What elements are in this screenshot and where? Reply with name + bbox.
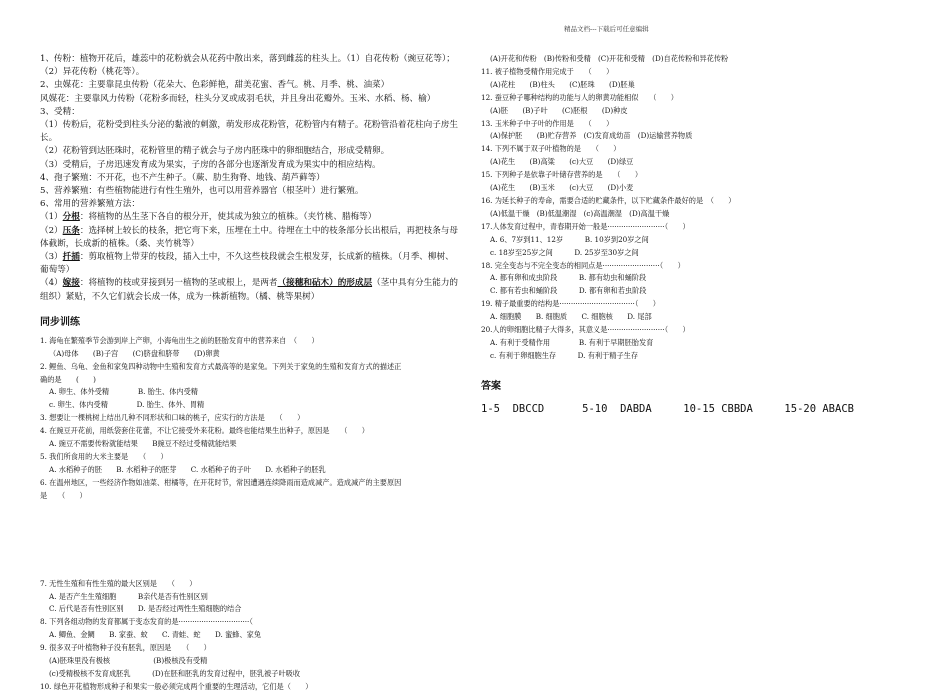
answer-options: A. 水稻种子的胚 B. 水稻种子的胚芽 C. 水稻种子的子叶 D. 水稻种子的胚乳 — [49, 464, 326, 474]
question-line: 9. 很多双子叶植物种子没有胚乳，原因是 （ ） — [40, 643, 211, 653]
question-line: 确的是 ( ) — [40, 374, 96, 384]
intro-paragraph — [40, 79, 460, 92]
answer-options: A. 鲫鱼、金鲷 B. 家蚕、蚊 C. 青蛙、蛇 D. 蜜蜂、家兔 — [49, 630, 262, 640]
intro-text: ：选择树上较长的枝条，把它弯下来，压埋在土中。待埋在土中的枝条部分长出根后，再把枝条与母体截断，长成新的植株。（桑、夹竹桃等） — [40, 225, 458, 249]
answer-key: 1-5 DBCCD 5-10 DABDA 10-15 CBBDA 15-20 ABACB — [481, 402, 854, 415]
answer-options: (A)胚珠里没有极核 (B)极核没有受精 — [49, 656, 208, 666]
page-header: 精品文档---下载后可任意编辑 — [564, 25, 649, 33]
answer-options: (A)花柱 (B)柱头 (C)胚珠 (D)胚巢 — [490, 79, 635, 89]
emphasis-text: （接穗和砧木）的形成层 — [277, 278, 373, 289]
right-column — [481, 53, 921, 415]
answer-options: A. 都有卵和成虫阶段 B. 都有幼虫和蛹阶段 — [490, 273, 647, 283]
emphasis-text: 嫁接 — [62, 278, 80, 289]
question-line: 20.人的卵细胞比精子大得多，其意义是·························（ ） — [481, 325, 690, 335]
answer-options: （A)母体 (B)子宫 (C)脐盘和脐带 (D)卵黄 — [49, 348, 220, 358]
intro-text: ：剪取植物上带芽的枝段，插入土中，不久这些枝段就会生根发芽，长成新的植株。（月季、柳树、葡萄等） — [40, 252, 454, 276]
intro-text: （2）花粉管到达胚珠时，花粉管里的精子就会与子房内胚珠中的卵细胞结合，形成受精卵。 — [40, 146, 390, 157]
intro-text: （3） — [40, 252, 63, 263]
intro-text: ：将植物的枝或芽接到另一植物的茎或根上，是两者 — [79, 278, 278, 289]
intro-text: 4、孢子繁殖：不开花，也不产生种子。（蕨、肋生狗脊、地钱、葫芦藓等） — [40, 172, 325, 183]
left-column — [40, 53, 460, 694]
answer-options: (A)保护胚 (B)贮存营养 (C)发育成幼苗 (D)运输营养物质 — [490, 131, 693, 141]
question-line: 7. 无性生殖和有性生殖的最大区别是 （ ） — [40, 578, 197, 588]
emphasis-text: 扦插 — [62, 252, 80, 263]
answer-options: (A)低温干燥 (B)低温潮湿 (c)高温潮湿 (D)高温干燥 — [490, 208, 670, 218]
intro-paragraph — [40, 53, 460, 79]
method-term — [63, 226, 80, 236]
question-line: 11. 被子植物受精作用完成于 （ ） — [481, 66, 614, 76]
answer-options: c. 18岁至25岁之间 D. 25岁至30岁之间 — [490, 247, 639, 257]
question-line: 14. 下列不属于双子叶植物的是 （ ） — [481, 144, 621, 154]
question-line: 5. 我们所食用的大米主要是 （ ） — [40, 452, 168, 462]
answer-options: (A)胚 (B)子叶 (C)胚根 (D)种皮 — [490, 105, 628, 115]
intro-text: ：将植物的丛生茎下各自的根分开，使其成为独立的植株。（夹竹桃、腊梅等） — [79, 212, 377, 223]
question-line: 12. 蚕豆种子哪种结构的功能与人的卵黄功能相似 （ ） — [481, 92, 678, 102]
answer-options: A. 有利于受精作用 B. 有利于早期胚胎发育 — [490, 337, 654, 347]
intro-paragraph — [40, 119, 460, 145]
intro-paragraph — [40, 185, 460, 198]
intro-paragraph — [40, 211, 460, 224]
answer-options: A. 豌豆不需要传粉就能结果 B豌豆不经过受精就能结果 — [49, 439, 237, 449]
question-line: 17.人体发育过程中，青春期开始一般是·························（ ） — [481, 221, 690, 231]
intro-text: （茎中具有分生能力的组织）紧贴，不久它们就会长成一体，成为一株新植物。（橘、桃等果树） — [40, 278, 459, 302]
question-line: 是 （ ） — [40, 490, 87, 500]
question-line: 8. 下列各组动物的发育都属于变态发育的是·······························（ — [40, 617, 253, 627]
intro-paragraph — [40, 172, 460, 185]
intro-paragraph — [40, 251, 460, 277]
question-line: 19. 精子最重要的结构是·································（ ） — [481, 299, 660, 309]
right-question-list — [481, 53, 921, 363]
intro-text: 1、传粉：植物开花后，雄蕊中的花粉就会从花药中散出来，落到雌蕊的柱头上。（1）自花传粉（豌豆花等）；（2）异花传粉（桃花等）。 — [40, 54, 455, 78]
answer-options: A. 细胞膜 B. 细胞质 C. 细胞核 D. 尾部 — [490, 312, 652, 322]
method-term — [63, 252, 80, 262]
intro-text: （1） — [40, 212, 63, 223]
intro-text: 3、受精： — [40, 106, 80, 117]
question-line: 16. 为延长种子的寿命，需要合适的贮藏条件，以下贮藏条件最好的是 （ ） — [481, 195, 736, 205]
intro-paragraph — [40, 277, 460, 303]
method-term — [63, 278, 80, 288]
answer-options: A. 卵生、体外受精 B. 胎生、体内受精 — [49, 387, 198, 397]
question-line: 2. 鲤鱼、乌龟、金鱼和家兔四种动物中生殖和发育方式最高等的是家兔。下列关于家兔的生殖和发育方式的描述正 — [40, 361, 402, 371]
question-line: 3. 想要让一棵桃树上结出几种不同形状和口味的桃子，应实行的方法是 （ ） — [40, 413, 305, 423]
answer-options: (A)花生 (B)高粱 (c)大豆 (D)绿豆 — [490, 157, 634, 167]
question-line: 18. 完全变态与不完全变态的相同点是·························（ ） — [481, 260, 685, 270]
intro-text: （3）受精后，子房迅速发育成为果实，子房的各部分也逐渐发育成为果实中的相应结构。 — [40, 159, 381, 170]
intro-notes — [40, 53, 460, 304]
section-title: 同步训练 — [40, 316, 80, 328]
emphasis-text: 分根 — [62, 212, 80, 223]
intro-text: 2、虫媒花：主要靠昆虫传粉（花朵大、色彩鲜艳，甜美花蜜、香气。桃、月季、桃、油菜） — [40, 80, 390, 91]
answer-options: C. 都有若虫和蛹阶段 D. 都有卵和若虫阶段 — [490, 286, 647, 296]
method-term — [63, 212, 80, 222]
intro-paragraph — [40, 159, 460, 172]
question-line: 4. 在豌豆开花前，用纸袋套住花蕾，不让它接受外来花粉。最终也能结果生出种子，原因是 （ ） — [40, 426, 369, 436]
question-line: 10. 绿色开花植物形成种子和果实一般必须完成两个重要的生理活动，它们是（ ） — [40, 681, 313, 691]
intro-text: （2） — [40, 225, 63, 236]
intro-paragraph — [40, 145, 460, 158]
question-line: 1. 海龟在繁殖季节会游到岸上产卵，小海龟出生之前的胚胎发育中的营养来自 （ ） — [40, 335, 319, 345]
answer-options: A. 6、7岁到11、12岁 B. 10岁到20岁之间 — [490, 234, 649, 244]
question-line: 13. 玉米种子中子叶的作用是 （ ） — [481, 118, 614, 128]
left-question-list — [40, 335, 460, 694]
intro-text: （4） — [40, 278, 63, 289]
intro-paragraph — [40, 225, 460, 251]
intro-paragraph — [40, 93, 460, 106]
question-line: 6. 在温州地区，一些经济作物如油菜、柑橘等，在开花时节，常因遭遇连续降雨而造成减产。造成减产的主要原因 — [40, 477, 402, 487]
intro-paragraph — [40, 198, 460, 211]
intro-paragraph — [40, 106, 460, 119]
answer-options: (c)受精极核不发育成胚乳 (D)在胚和胚乳的发育过程中，胚乳被子叶吸收 — [49, 668, 301, 678]
method-term — [278, 278, 373, 288]
answer-options: c. 有利于卵细胞生存 D. 有利于精子生存 — [490, 350, 639, 360]
intro-text: 6、常用的营养繁殖方法： — [40, 199, 140, 210]
intro-text: 风媒花：主要靠风力传粉（花粉多而轻，柱头分叉或成羽毛状，并且身出花瓣外。玉米、水稻、杨、榆） — [40, 93, 436, 104]
answers-title: 答案 — [481, 380, 501, 392]
answer-options: (A)开花和传粉 (B)传粉和受精 (C)开花和受精 (D)自花传粉和异花传粉 — [490, 54, 729, 63]
answer-options: A. 是否产生生殖细胞 B亲代是否有性别区别 — [49, 591, 208, 601]
answer-options: (A)花生 (B)玉米 (c)大豆 (D)小麦 — [490, 183, 634, 193]
question-line: 15. 下列种子是依靠子叶储存营养的是 （ ） — [481, 170, 643, 180]
emphasis-text: 压条 — [62, 225, 80, 236]
answer-options: C. 后代是否有性别区别 D. 是否经过两性生殖细胞的结合 — [49, 604, 242, 614]
answer-options: c. 卵生、体内受精 D. 胎生、体外、胃精 — [49, 400, 205, 410]
intro-text: （1）传粉后，花粉受到柱头分泌的黏液的刺激，萌发形成花粉管，花粉管内有精子。花粉管沿着花柱向子房生长。 — [40, 120, 458, 144]
intro-text: 5、营养繁殖：有些植物能进行有性生殖外，也可以用营养器官（根茎叶）进行繁殖。 — [40, 186, 364, 197]
